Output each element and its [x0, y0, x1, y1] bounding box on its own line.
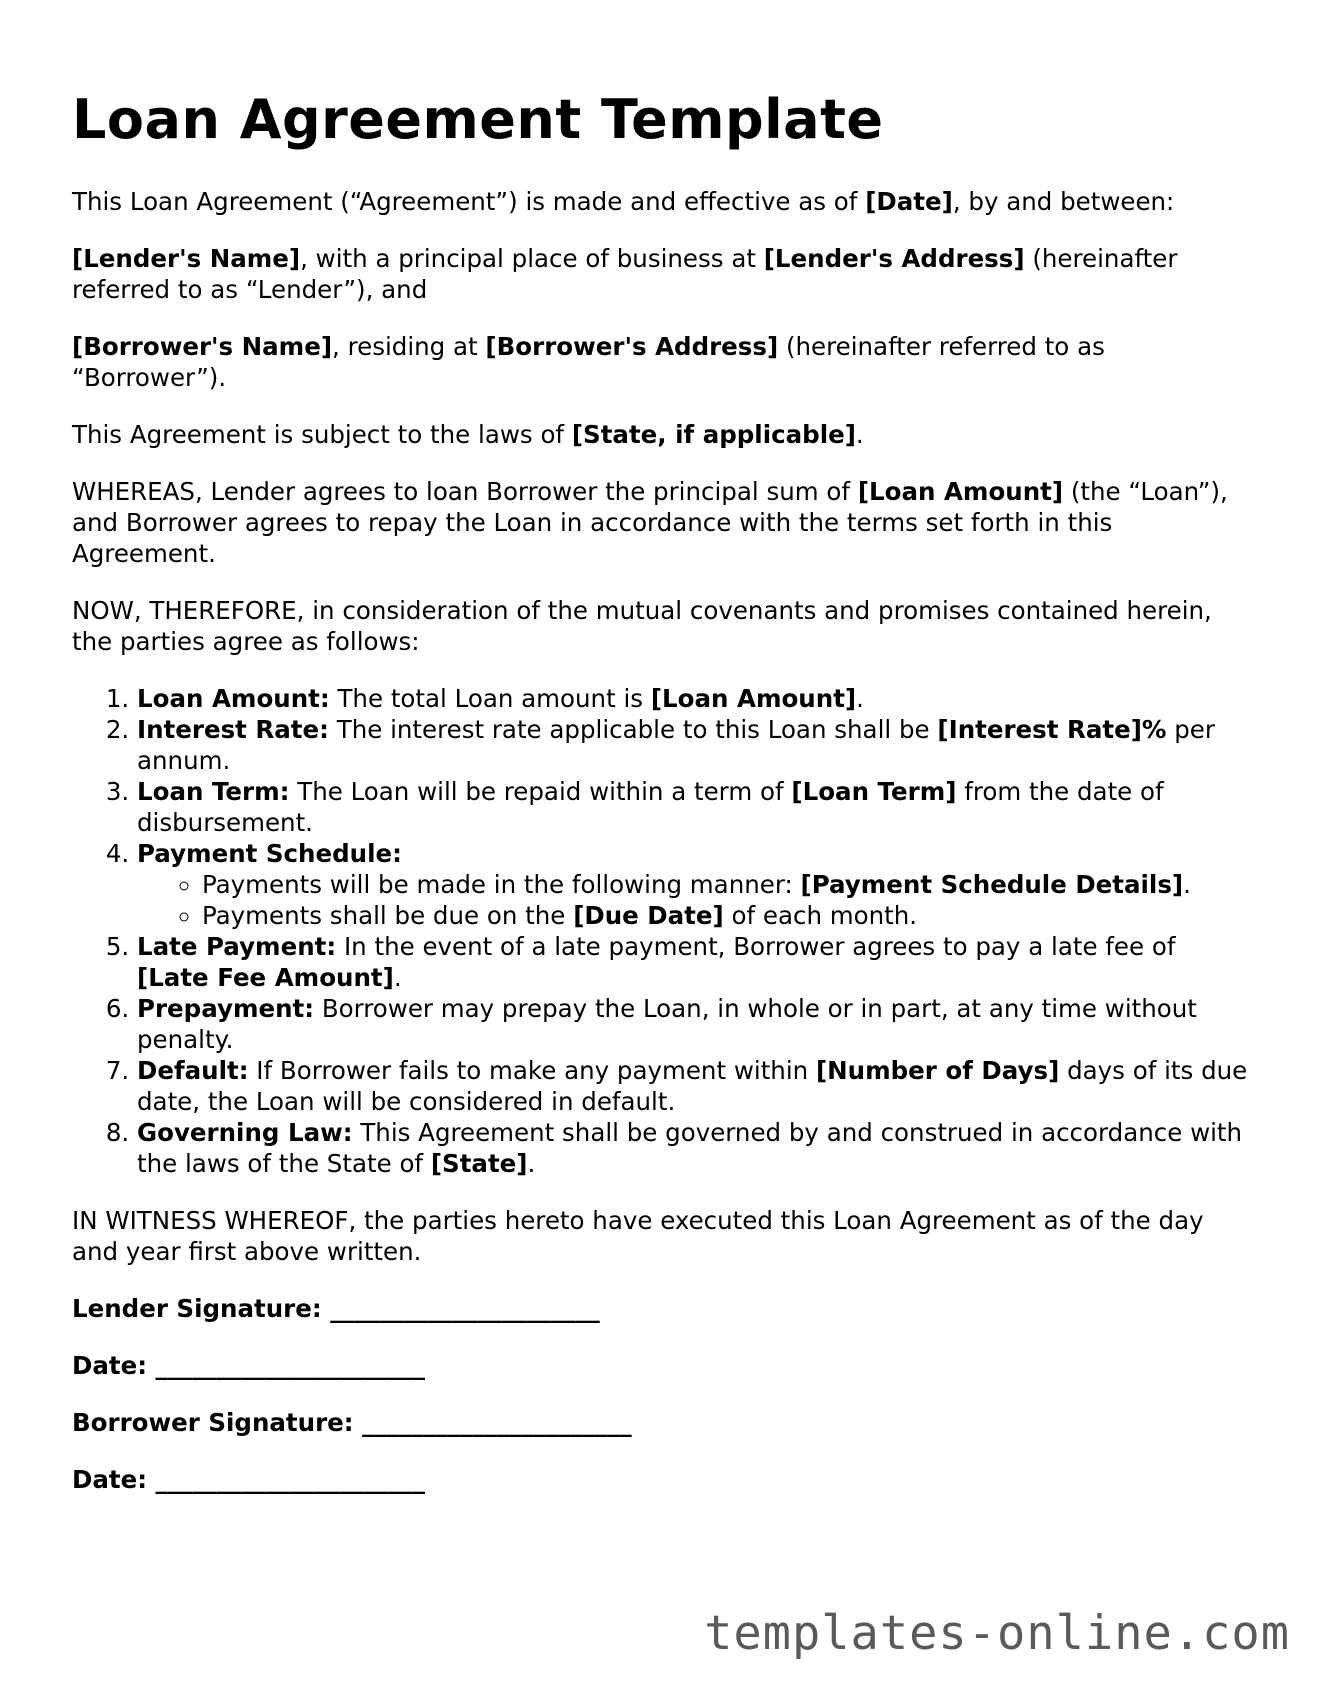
term-text-end: days of its due date, the Loan will be considered in default.: [137, 1056, 1248, 1116]
intro-text-end: , by and between:: [952, 187, 1175, 216]
payment-schedule-list: [137, 869, 1252, 931]
term-label: Governing Law:: [137, 1118, 353, 1147]
term-label: Payment Schedule:: [137, 839, 402, 868]
borrower-date-line: [72, 1464, 1252, 1495]
lender-address-field: [Lender's Address]: [763, 244, 1025, 273]
lender-signature-line: [72, 1293, 1252, 1324]
loan-amount-field: [Loan Amount]: [857, 477, 1064, 506]
term-text: The total Loan amount is: [329, 684, 651, 713]
term-field: [Loan Term]: [791, 777, 957, 806]
document-page: [72, 86, 1252, 1521]
term-item: [137, 838, 1252, 931]
borrower-paragraph: [72, 331, 1252, 393]
term-field: [State]: [430, 1149, 528, 1178]
term-item: [137, 931, 1252, 993]
lender-text: , with a principal place of business at: [300, 244, 764, 273]
lender-name-field: [Lender's Name]: [72, 244, 301, 273]
term-text: If Borrower fails to make any payment within: [248, 1056, 816, 1085]
term-field: [Number of Days]: [815, 1056, 1060, 1085]
schedule-text-end: of each month.: [723, 901, 918, 930]
term-text: The Loan will be repaid within a term of: [289, 777, 792, 806]
lender-text-end: (hereinafter referred to as “Lender”), and: [72, 244, 1178, 304]
term-item: [137, 683, 1252, 714]
law-text: This Agreement is subject to the laws of: [72, 420, 572, 449]
signature-blank: ______________________: [330, 1294, 600, 1323]
term-text-end: from the date of disbursement.: [137, 777, 1164, 837]
signature-blank: ______________________: [155, 1351, 426, 1380]
site-watermark: templates-online.com: [704, 1606, 1290, 1661]
borrower-signature-line: [72, 1407, 1252, 1438]
therefore-paragraph: NOW, THEREFORE, in consideration of the mutual covenants and promises contained herein, the parties agree as follows:: [72, 596, 1212, 656]
lender-paragraph: [72, 243, 1252, 305]
term-text: The interest rate applicable to this Loan shall be: [328, 715, 938, 744]
whereas-paragraph: [72, 476, 1252, 569]
term-text: This Agreement shall be governed by and construed in accordance with the laws of the State of: [137, 1118, 1243, 1178]
term-item: [137, 714, 1252, 776]
lender-date-line: [72, 1350, 1252, 1381]
signature-blank: ______________________: [155, 1465, 426, 1494]
borrower-address-field: [Borrower's Address]: [485, 332, 779, 361]
date-field: [Date]: [865, 187, 953, 216]
law-text-end: .: [855, 420, 864, 449]
term-field: [Late Fee Amount]: [137, 963, 394, 992]
signature-label: Borrower Signature:: [72, 1408, 354, 1437]
schedule-text: Payments will be made in the following manner:: [202, 870, 801, 899]
schedule-item: [202, 900, 1252, 931]
term-text-end: per annum.: [137, 715, 1215, 775]
term-item: [137, 776, 1252, 838]
term-text: Borrower may prepay the Loan, in whole or in part, at any time without penalty.: [137, 994, 1197, 1054]
term-field: [Loan Amount]: [650, 684, 857, 713]
term-label: Loan Amount:: [137, 684, 330, 713]
whereas-text-end: (the “Loan”), and Borrower agrees to repay the Loan in accordance with the terms set forth in this Agreement.: [72, 477, 1228, 568]
signature-label: Date:: [72, 1465, 147, 1494]
term-label: Prepayment:: [137, 994, 315, 1023]
signature-blank: ______________________: [362, 1408, 632, 1437]
schedule-field: [Payment Schedule Details]: [800, 870, 1184, 899]
schedule-text-end: .: [1183, 870, 1191, 899]
intro-paragraph: [72, 186, 1252, 217]
intro-text: This Loan Agreement (“Agreement”) is made and effective as of: [72, 187, 866, 216]
schedule-item: [202, 869, 1252, 900]
term-text-end: .: [393, 963, 402, 992]
document-title: Loan Agreement Template: [72, 88, 884, 151]
signature-label: Lender Signature:: [72, 1294, 322, 1323]
term-label: Loan Term:: [137, 777, 290, 806]
term-field: [Interest Rate]%: [937, 715, 1167, 744]
witness-paragraph: IN WITNESS WHEREOF, the parties hereto have executed this Loan Agreement as of the day and year first above written.: [72, 1206, 1204, 1266]
borrower-text-end: (hereinafter referred to as “Borrower”).: [72, 332, 1105, 392]
signature-label: Date:: [72, 1351, 147, 1380]
term-label: Default:: [137, 1056, 249, 1085]
schedule-text: Payments shall be due on the: [202, 901, 574, 930]
law-paragraph: [72, 419, 1252, 450]
term-text-end: .: [856, 684, 864, 713]
term-label: Late Payment:: [137, 932, 337, 961]
state-field: [State, if applicable]: [571, 420, 856, 449]
term-text: In the event of a late payment, Borrower agrees to pay a late fee of: [336, 932, 1176, 961]
borrower-name-field: [Borrower's Name]: [72, 332, 333, 361]
schedule-field: [Due Date]: [573, 901, 724, 930]
term-item: [137, 1117, 1252, 1179]
term-text-end: .: [527, 1149, 536, 1178]
terms-list: [72, 683, 1252, 1179]
whereas-text: WHEREAS, Lender agrees to loan Borrower the principal sum of: [72, 477, 858, 506]
term-label: Interest Rate:: [137, 715, 329, 744]
term-item: [137, 1055, 1252, 1117]
term-item: [137, 993, 1252, 1055]
borrower-text: , residing at: [332, 332, 486, 361]
